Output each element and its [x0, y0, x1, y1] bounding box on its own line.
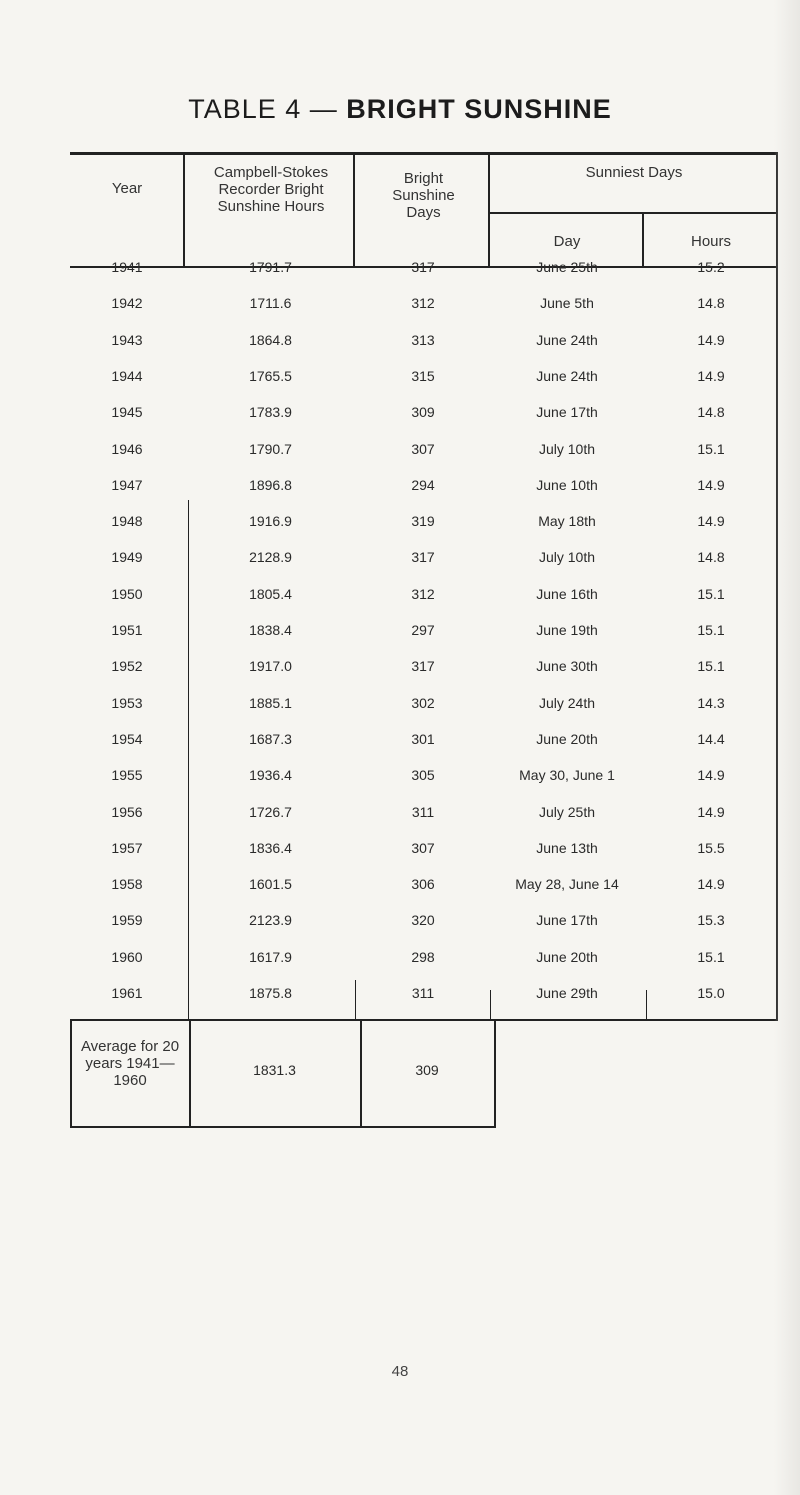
body-divider-1 [188, 500, 189, 1020]
row-year: 1954 [111, 730, 143, 747]
row-sunniest-hours: 14.9 [697, 876, 725, 893]
row-sunniest-hours: 14.3 [697, 694, 725, 711]
row-sunniest-day: June 29th [536, 985, 598, 1001]
page-edge-shadow [774, 0, 800, 1495]
row-sunshine-days: 307 [411, 440, 435, 457]
row-sunshine-days: 312 [411, 295, 435, 312]
body-divider-2 [355, 980, 356, 1020]
row-sunniest-hours: 14.4 [697, 730, 725, 747]
row-sunshine-hours: 1790.7 [249, 440, 292, 457]
row-sunniest-day: June 16th [536, 585, 598, 602]
col-divider-4 [642, 214, 644, 268]
row-sunniest-hours: 15.1 [697, 622, 725, 638]
row-sunniest-hours: 15.5 [697, 839, 725, 856]
header-year: Year [111, 180, 143, 197]
row-sunshine-days: 312 [411, 585, 435, 602]
row-year: 1953 [111, 694, 143, 711]
row-sunniest-day: May 18th [538, 513, 596, 530]
row-sunshine-days: 317 [411, 549, 435, 566]
row-sunniest-hours: 14.8 [697, 549, 725, 566]
average-bottom-rule [70, 1126, 496, 1128]
row-sunniest-day: June 17th [536, 404, 598, 421]
table-top-border [70, 152, 778, 155]
row-sunniest-day: June 20th [536, 730, 598, 747]
row-sunniest-day: May 28, June 14 [515, 876, 619, 893]
row-sunniest-hours: 14.9 [697, 331, 725, 348]
row-sunniest-hours: 14.8 [697, 295, 725, 312]
row-sunshine-hours: 1936.4 [249, 767, 292, 784]
col-divider-2 [353, 154, 355, 268]
average-divider-3 [494, 1020, 496, 1128]
row-sunniest-day: July 10th [538, 549, 596, 566]
row-year: 1956 [111, 803, 143, 820]
page-title [0, 94, 800, 125]
average-days: 309 [415, 1062, 439, 1078]
row-year: 1959 [111, 912, 143, 929]
row-sunshine-hours: 1791.7 [249, 259, 292, 275]
row-year: 1949 [111, 549, 143, 566]
row-sunniest-hours: 15.2 [697, 259, 725, 275]
row-sunshine-hours: 1601.5 [249, 876, 292, 893]
header-recorder-hours: Campbell-Stokes Recorder Bright Sunshine Hours [213, 164, 329, 215]
row-sunshine-days: 315 [411, 367, 435, 384]
row-sunniest-hours: 15.1 [697, 658, 725, 675]
row-sunshine-days: 297 [411, 622, 435, 638]
row-sunshine-hours: 1617.9 [249, 948, 292, 965]
title-main: BRIGHT SUNSHINE [346, 94, 612, 124]
row-sunshine-days: 307 [411, 839, 435, 856]
row-sunniest-hours: 15.0 [697, 985, 725, 1001]
page-number: 48 [391, 1363, 409, 1380]
row-sunniest-hours: 14.9 [697, 803, 725, 820]
row-sunniest-hours: 14.9 [697, 513, 725, 530]
row-year: 1944 [111, 367, 143, 384]
row-sunniest-day: June 24th [536, 331, 598, 348]
row-sunniest-hours: 14.9 [697, 767, 725, 784]
row-sunniest-day: July 24th [538, 694, 596, 711]
row-sunniest-day: June 5th [540, 295, 594, 312]
row-sunshine-hours: 1896.8 [249, 476, 292, 493]
row-sunshine-days: 319 [411, 513, 435, 530]
row-sunniest-day: June 30th [536, 658, 598, 675]
average-divider-1 [189, 1020, 191, 1128]
row-year: 1957 [111, 839, 143, 856]
row-sunshine-days: 306 [411, 876, 435, 893]
row-sunshine-days: 298 [411, 948, 435, 965]
row-year: 1943 [111, 331, 143, 348]
row-year: 1948 [111, 513, 143, 530]
row-year: 1960 [111, 948, 143, 965]
row-sunniest-day: June 17th [536, 912, 598, 929]
row-sunniest-day: June 24th [536, 367, 598, 384]
row-sunniest-day: June 13th [536, 839, 598, 856]
row-year: 1955 [111, 767, 143, 784]
header-sunniest-days: Sunniest Days [585, 164, 683, 181]
row-sunniest-hours: 15.3 [697, 912, 725, 929]
row-year: 1945 [111, 404, 143, 421]
col-divider-1 [183, 154, 185, 268]
row-sunshine-hours: 1765.5 [249, 367, 292, 384]
average-label: Average for 20 years 1941—1960 [80, 1038, 180, 1089]
row-year: 1946 [111, 440, 143, 457]
row-sunshine-hours: 1805.4 [249, 585, 292, 602]
row-sunniest-day: June 19th [536, 622, 598, 638]
row-year: 1958 [111, 876, 143, 893]
row-sunniest-day: May 30, June 1 [519, 767, 615, 784]
row-sunniest-hours: 14.8 [697, 404, 725, 421]
row-sunshine-hours: 1916.9 [249, 513, 292, 530]
row-sunshine-days: 317 [411, 658, 435, 675]
row-sunshine-days: 309 [411, 404, 435, 421]
row-sunshine-days: 311 [411, 803, 435, 820]
row-year: 1950 [111, 585, 143, 602]
row-year: 1951 [111, 622, 143, 638]
row-sunniest-day: June 10th [536, 476, 598, 493]
row-year: 1947 [111, 476, 143, 493]
row-sunshine-days: 301 [411, 730, 435, 747]
average-hours: 1831.3 [253, 1062, 296, 1078]
row-sunniest-hours: 14.9 [697, 476, 725, 493]
row-sunshine-days: 317 [411, 259, 435, 275]
row-sunshine-days: 320 [411, 912, 435, 929]
header-day: Day [553, 233, 581, 250]
row-sunniest-hours: 15.1 [697, 585, 725, 602]
header-hours: Hours [690, 233, 731, 250]
header-bright-days: Bright Sunshine Days [392, 170, 455, 221]
row-sunniest-day: June 25th [536, 259, 598, 275]
row-year: 1952 [111, 658, 143, 675]
body-divider-3 [490, 990, 491, 1020]
row-sunniest-day: July 10th [538, 440, 596, 457]
row-sunniest-hours: 15.1 [697, 440, 725, 457]
average-left-border [70, 1020, 72, 1128]
row-sunniest-hours: 14.9 [697, 367, 725, 384]
average-top-rule [70, 1019, 778, 1021]
row-year: 1941 [111, 259, 143, 275]
row-year: 1942 [111, 295, 143, 312]
row-sunshine-hours: 1836.4 [249, 839, 292, 856]
row-sunshine-days: 311 [411, 985, 435, 1001]
row-sunshine-days: 302 [411, 694, 435, 711]
row-sunshine-hours: 1885.1 [249, 694, 292, 711]
row-sunshine-hours: 1726.7 [249, 803, 292, 820]
row-sunshine-hours: 2123.9 [249, 912, 292, 929]
sunniest-split-rule [490, 212, 778, 214]
row-sunniest-day: June 20th [536, 948, 598, 965]
row-sunshine-hours: 1864.8 [249, 331, 292, 348]
row-sunshine-hours: 1875.8 [249, 985, 292, 1001]
row-sunshine-days: 294 [411, 476, 435, 493]
row-sunshine-days: 305 [411, 767, 435, 784]
row-sunshine-hours: 2128.9 [249, 549, 292, 566]
row-sunshine-hours: 1838.4 [249, 622, 292, 638]
row-sunshine-hours: 1783.9 [249, 404, 292, 421]
col-divider-3 [488, 154, 490, 268]
row-sunshine-hours: 1711.6 [249, 295, 292, 312]
row-sunshine-days: 313 [411, 331, 435, 348]
row-sunniest-hours: 15.1 [697, 948, 725, 965]
title-prefix: TABLE 4 — [188, 94, 338, 124]
row-sunshine-hours: 1687.3 [249, 730, 292, 747]
row-sunshine-hours: 1917.0 [249, 658, 292, 675]
row-year: 1961 [111, 985, 143, 1001]
row-sunniest-day: July 25th [538, 803, 596, 820]
